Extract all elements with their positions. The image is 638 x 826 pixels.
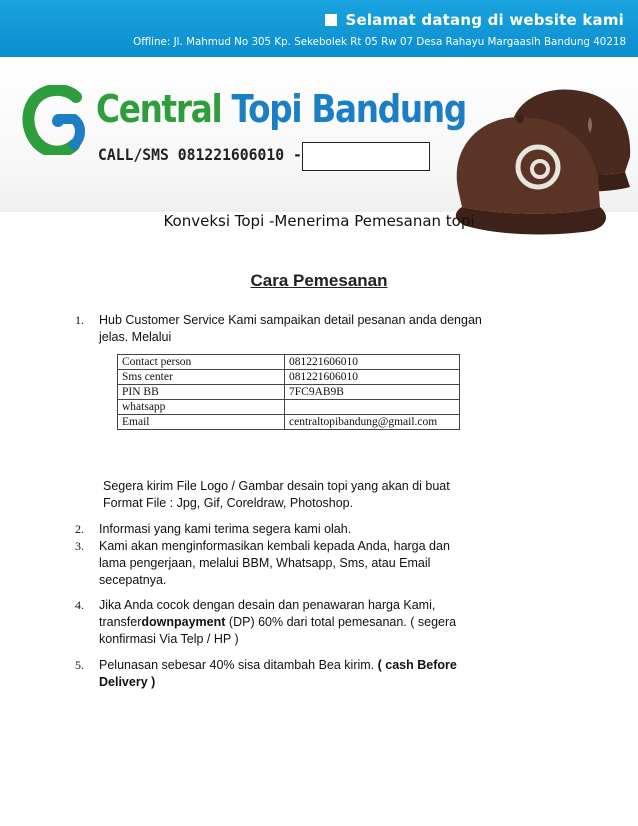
contact-value: 081221606010 bbox=[285, 370, 460, 385]
step-number: 4. bbox=[75, 598, 84, 612]
step-text-bold: ( cash Before Delivery ) bbox=[99, 658, 457, 689]
contact-label: Email bbox=[118, 415, 285, 430]
table-row bbox=[118, 400, 460, 415]
contact-label: Contact person bbox=[118, 355, 285, 370]
step-text: Informasi yang kami terima segera kami olah. bbox=[99, 522, 352, 536]
welcome-text bbox=[325, 11, 624, 29]
step-number: 3. bbox=[75, 539, 84, 553]
table-row bbox=[118, 355, 460, 370]
contact-value: 7FC9AB9B bbox=[285, 385, 460, 400]
contact-value bbox=[285, 400, 460, 415]
step-text-part: (DP) 60% dari total pemesanan. ( segera konfirmasi Via Telp / HP ) bbox=[99, 615, 457, 646]
tagline: Konveksi Topi -Menerima Pemesanan topi bbox=[163, 212, 475, 230]
brand-word-central: Central bbox=[96, 87, 222, 131]
square-bullet-icon bbox=[325, 14, 337, 26]
contact-table bbox=[117, 354, 460, 430]
top-bar bbox=[0, 0, 638, 57]
brand-logo-icon bbox=[22, 85, 88, 155]
step-text-bold: downpayment bbox=[141, 615, 226, 629]
step-text bbox=[99, 657, 479, 691]
table-row bbox=[118, 415, 460, 430]
step-text: Hub Customer Service Kami sampaikan detail pesanan anda dengan jelas. Melalui bbox=[99, 313, 482, 344]
welcome-label: Selamat datang di website kami bbox=[345, 11, 624, 29]
banner bbox=[0, 57, 638, 212]
table-row bbox=[118, 370, 460, 385]
contact-value: 081221606010 bbox=[285, 355, 460, 370]
redaction-box bbox=[302, 142, 430, 171]
brand-name bbox=[96, 87, 466, 131]
address-text: Offline: Jl. Mahmud No 305 Kp. Sekebolek Rt 05 Rw 07 Desa Rahayu Margaasih Bandung 40218 bbox=[133, 36, 626, 48]
step-number: 2. bbox=[75, 522, 84, 536]
step-number: 5. bbox=[75, 658, 84, 672]
page-title: Cara Pemesanan bbox=[250, 271, 388, 290]
contact-label: PIN BB bbox=[118, 385, 285, 400]
call-sms-text: CALL/SMS 081221606010 - bbox=[98, 145, 302, 164]
contact-label: whatsapp bbox=[118, 400, 285, 415]
brand-word-bandung: Bandung bbox=[311, 87, 466, 131]
file-instruction: Segera kirim File Logo / Gambar desain topi yang akan di buat Format File : Jpg, Gif, Coreldraw, Photoshop. bbox=[103, 479, 450, 510]
brand-word-topi: Topi bbox=[231, 87, 302, 131]
contact-value: centraltopibandung@gmail.com bbox=[285, 415, 460, 430]
step-text-part: Jika Anda cocok dengan desain dan penawaran harga Kami, transfer bbox=[99, 598, 436, 629]
contact-label: Sms center bbox=[118, 370, 285, 385]
step-number: 1. bbox=[75, 313, 84, 327]
step-text bbox=[99, 597, 471, 648]
step-text-part: Pelunasan sebesar 40% sisa ditambah Bea kirim. bbox=[99, 658, 378, 672]
table-row bbox=[118, 385, 460, 400]
step-text: Kami akan menginformasikan kembali kepada Anda, harga dan lama pengerjaan, melalui BBM, Whatsapp, Sms, atau Email secepatnya. bbox=[99, 539, 450, 587]
